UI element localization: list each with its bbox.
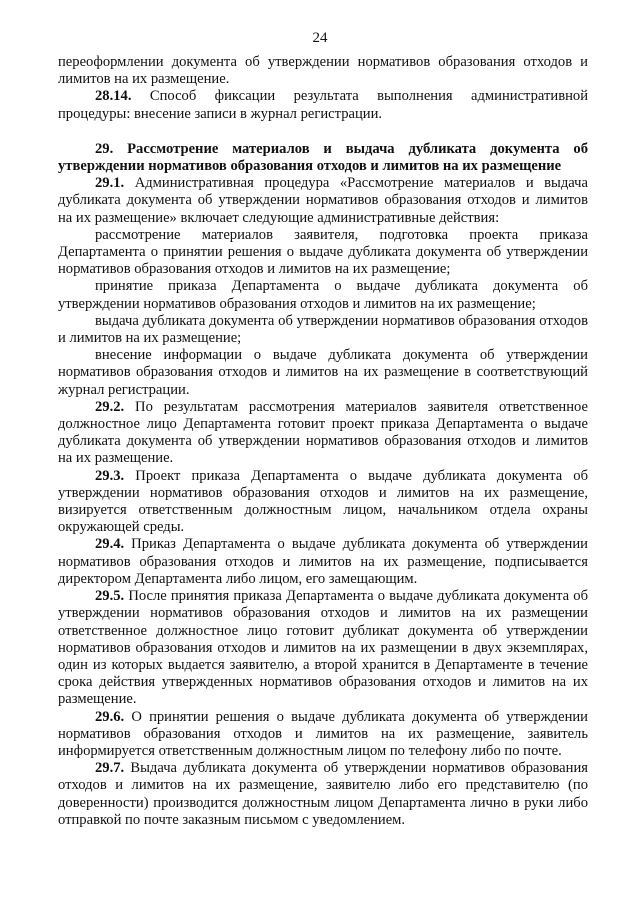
list-item-adoption: принятие приказа Департамента о выдаче дубликата документа об утверждении нормативов образования отходов и лимитов на их размещение; xyxy=(58,278,588,312)
clause-text: Административная процедура «Рассмотрение материалов и выдача дубликата документа об утверждении нормативов образования отходов и лимитов на их размещение» включает следующие административные действия: xyxy=(58,175,588,226)
clause-text: Способ фиксации результата выполнения административной процедуры: внесение записи в журнал регистрации. xyxy=(58,88,588,122)
clause-text: После принятия приказа Департамента о выдаче дубликата документа об утверждении нормативов образования отходов и лимитов на их размещении ответственное должностное лицо готовит дубликат документа об утверждении нормативов образования отходов и лимитов на их размещении в двух экземплярах, один из которых выдается заявителю, а второй хранится в Департаменте в течение срока действия утвержденных нормативов образования отходов и лимитов на их размещение. xyxy=(58,588,588,708)
list-item-review: рассмотрение материалов заявителя, подготовка проекта приказа Департамента о принятии решения о выдаче дубликата документа об утверждении нормативов образования отходов и лимитов на их размещение; xyxy=(58,226,588,278)
clause-text: О принятии решения о выдаче дубликата документа об утверждении нормативов образования отходов и лимитов на их размещение, заявитель информируется ответственным должностным лицом по телефону либо по почте. xyxy=(58,708,588,759)
paragraph-29-2 xyxy=(58,399,588,468)
clause-number: 29.3. xyxy=(95,467,125,484)
clause-number: 29.4. xyxy=(95,536,125,553)
clause-number: 28.14. xyxy=(95,88,132,105)
clause-text: Проект приказа Департамента о выдаче дубликата документа об утверждении нормативов образования отходов и лимитов на их размещение, визируется ответственным должностным лицом, начальником отдела охраны окружающей среды. xyxy=(58,467,588,536)
paragraph-29-3 xyxy=(58,468,588,537)
document-body xyxy=(58,54,588,829)
section-heading-29: 29. Рассмотрение материалов и выдача дубликата документа об утверждении нормативов образования отходов и лимитов на их размещение xyxy=(58,140,588,175)
paragraph-29-6 xyxy=(58,709,588,761)
list-item-registration: внесение информации о выдаче дубликата документа об утверждении нормативов образования отходов и лимитов на их размещение в соответствующий журнал регистрации. xyxy=(58,347,588,398)
clause-number: 29.2. xyxy=(95,398,125,415)
clause-number: 29.6. xyxy=(95,708,125,725)
list-item-issuance: выдача дубликата документа об утверждении нормативов образования отходов и лимитов на их размещение; xyxy=(58,312,588,347)
paragraph-28-14 xyxy=(58,88,588,122)
clause-number: 29.7. xyxy=(95,760,125,777)
clause-text: Выдача дубликата документа об утверждении нормативов образования отходов и лимитов на их размещение, заявителю либо его представителю (по доверенности) производится должностным лицом Департамента лично в руки либо отправкой по почте заказным письмом с уведомлением. xyxy=(58,760,588,828)
paragraph-29-7 xyxy=(58,760,588,829)
clause-number: 29.5. xyxy=(95,588,125,605)
clause-number: 29.1. xyxy=(95,175,125,192)
clause-text: Приказ Департамента о выдаче дубликата документа об утверждении нормативов образования отходов и лимитов на их размещение, подписывается директором Департамента либо лицом, его замещающим. xyxy=(58,536,588,587)
paragraph-29-4 xyxy=(58,536,588,588)
page-number: 24 xyxy=(312,30,328,46)
paragraph-29-1 xyxy=(58,175,588,227)
paragraph-continuation: переоформлении документа об утверждении нормативов образования отходов и лимитов на их размещение. xyxy=(58,54,588,88)
paragraph-29-5 xyxy=(58,588,588,708)
clause-text: По результатам рассмотрения материалов заявителя ответственное должностное лицо Департамента готовит проект приказа Департамента о выдаче дубликата документа об утверждении нормативов образования отходов и лимитов на их размещение. xyxy=(58,398,588,467)
